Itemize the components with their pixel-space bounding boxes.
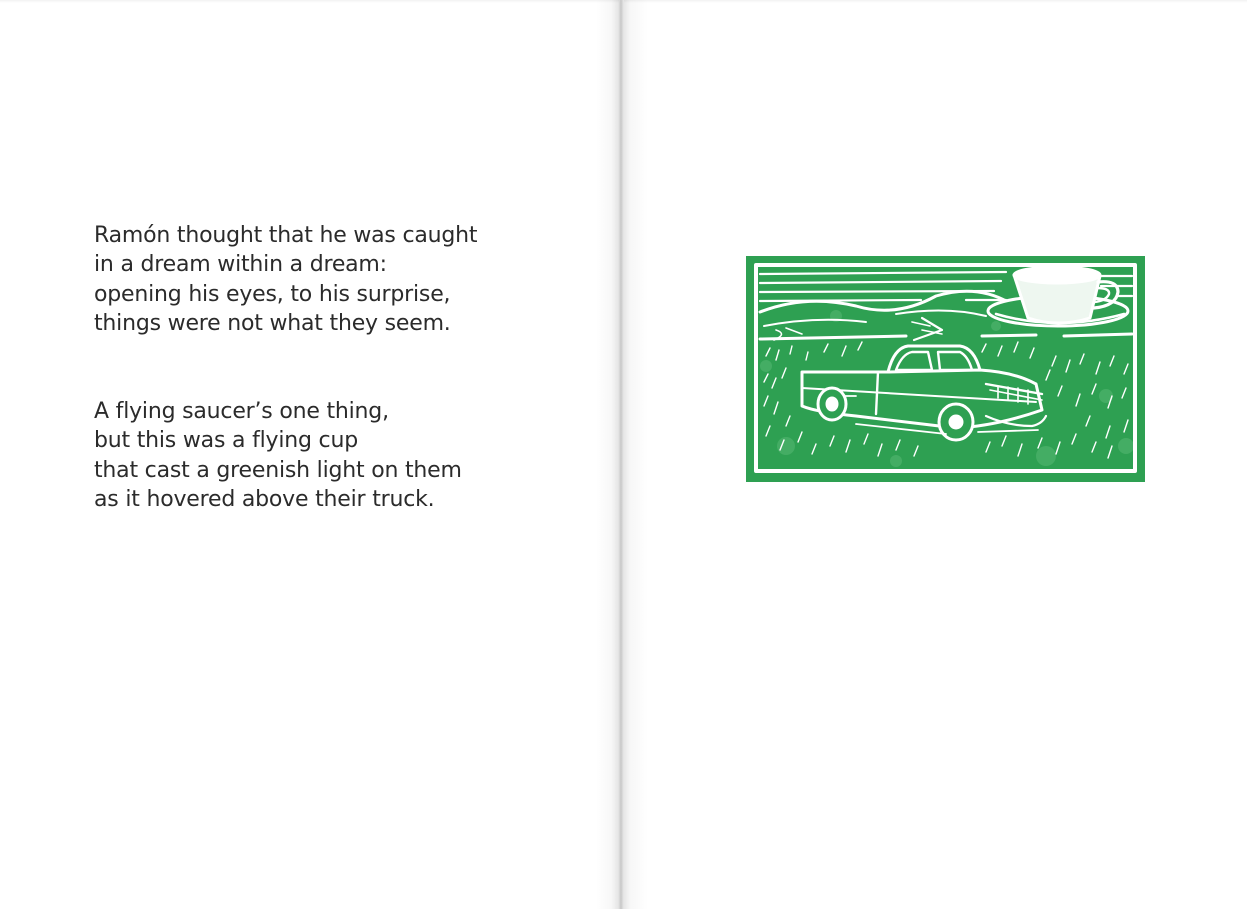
poem-line: Ramón thought that he was caught bbox=[94, 223, 478, 248]
poem-line: A flying saucer’s one thing, bbox=[94, 399, 389, 424]
stanza-1 bbox=[94, 221, 477, 338]
page-edge bbox=[0, 0, 619, 3]
linocut-illustration bbox=[746, 256, 1145, 482]
right-page bbox=[624, 0, 1247, 909]
poem-line: in a dream within a dream: bbox=[94, 252, 387, 278]
teacup-truck-print-icon bbox=[746, 256, 1145, 482]
page-edge bbox=[624, 0, 1247, 3]
poem-line: as it hovered above their truck. bbox=[94, 486, 435, 512]
left-page bbox=[0, 0, 619, 909]
poem-line: things were not what they seem. bbox=[94, 310, 451, 336]
poem-line: opening his eyes, to his surprise, bbox=[94, 281, 451, 307]
stanza-2 bbox=[94, 397, 462, 514]
poem-line: that cast a greenish light on them bbox=[94, 457, 462, 483]
poem-line: but this was a flying cup bbox=[94, 428, 358, 454]
